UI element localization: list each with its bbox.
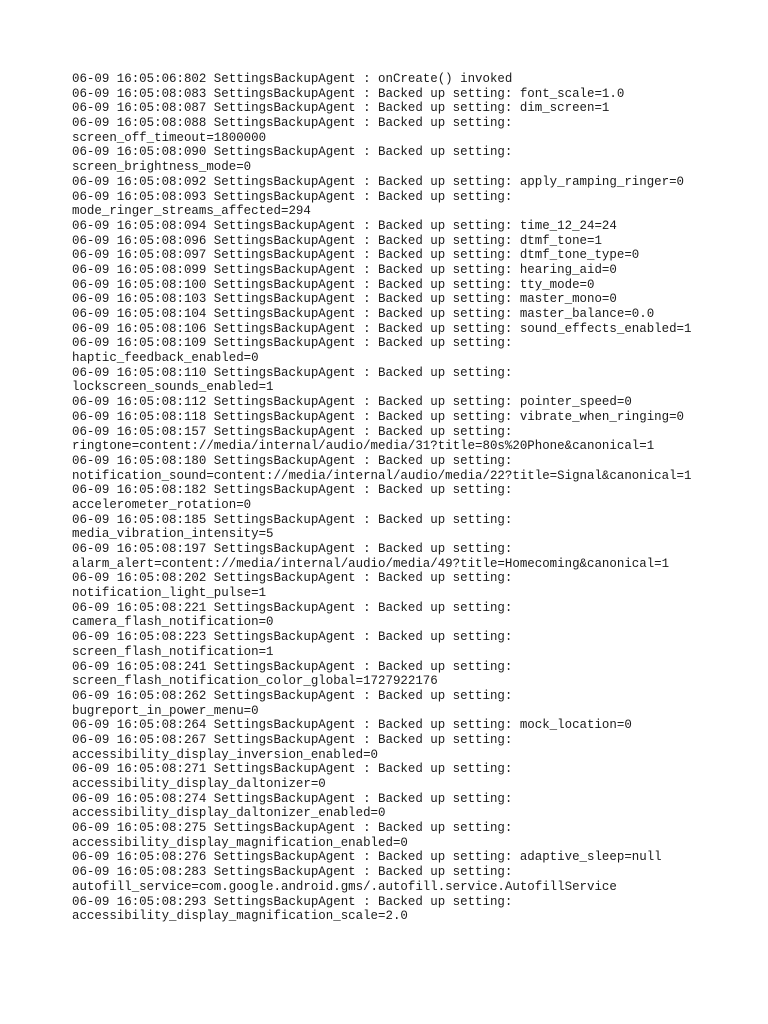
log-line: screen_off_timeout=1800000 xyxy=(72,130,267,145)
log-line: 06-09 16:05:08:267 SettingsBackupAgent : Backed up setting: xyxy=(72,732,513,747)
log-line: camera_flash_notification=0 xyxy=(72,615,274,630)
log-line: notification_light_pulse=1 xyxy=(72,586,267,601)
log-line: 06-09 16:05:08:090 SettingsBackupAgent : Backed up setting: xyxy=(72,145,513,160)
log-text-block xyxy=(72,72,762,924)
log-line: 06-09 16:05:08:088 SettingsBackupAgent : Backed up setting: xyxy=(72,116,513,131)
log-line: accessibility_display_magnification_enabled=0 xyxy=(72,835,408,850)
log-line: accelerometer_rotation=0 xyxy=(72,497,252,512)
log-line: 06-09 16:05:08:100 SettingsBackupAgent : Backed up setting: tty_mode=0 xyxy=(72,277,595,292)
log-line: 06-09 16:05:08:093 SettingsBackupAgent : Backed up setting: xyxy=(72,189,513,204)
log-line: 06-09 16:05:08:157 SettingsBackupAgent : Backed up setting: xyxy=(72,424,513,439)
log-line: 06-09 16:05:08:182 SettingsBackupAgent : Backed up setting: xyxy=(72,483,513,498)
log-line: 06-09 16:05:08:099 SettingsBackupAgent : Backed up setting: hearing_aid=0 xyxy=(72,262,617,277)
log-line: 06-09 16:05:08:180 SettingsBackupAgent : Backed up setting: xyxy=(72,453,513,468)
log-line: bugreport_in_power_menu=0 xyxy=(72,703,259,718)
log-line: notification_sound=content://media/internal/audio/media/22?title=Signal&canonical=1 xyxy=(72,468,692,483)
log-line: 06-09 16:05:08:275 SettingsBackupAgent : Backed up setting: xyxy=(72,821,513,836)
log-line: accessibility_display_inversion_enabled=0 xyxy=(72,747,379,762)
log-line: 06-09 16:05:08:118 SettingsBackupAgent : Backed up setting: vibrate_when_ringing=0 xyxy=(72,409,685,424)
log-line: screen_brightness_mode=0 xyxy=(72,160,252,175)
log-line: 06-09 16:05:08:096 SettingsBackupAgent : Backed up setting: dtmf_tone=1 xyxy=(72,233,602,248)
log-line: lockscreen_sounds_enabled=1 xyxy=(72,380,274,395)
log-line: 06-09 16:05:08:092 SettingsBackupAgent : Backed up setting: apply_ramping_ringer=0 xyxy=(72,174,685,189)
log-line: 06-09 16:05:06:802 SettingsBackupAgent : onCreate() invoked xyxy=(72,72,513,86)
log-line: 06-09 16:05:08:083 SettingsBackupAgent : Backed up setting: font_scale=1.0 xyxy=(72,86,625,101)
log-line: screen_flash_notification_color_global=1727922176 xyxy=(72,674,438,689)
log-line: 06-09 16:05:08:271 SettingsBackupAgent : Backed up setting: xyxy=(72,762,513,777)
log-line: 06-09 16:05:08:104 SettingsBackupAgent : Backed up setting: master_balance=0.0 xyxy=(72,307,655,321)
log-line: 06-09 16:05:08:110 SettingsBackupAgent : Backed up setting: xyxy=(72,365,513,380)
log-line: accessibility_display_daltonizer=0 xyxy=(72,777,326,791)
log-line: 06-09 16:05:08:109 SettingsBackupAgent : Backed up setting: xyxy=(72,336,513,351)
log-line: 06-09 16:05:08:223 SettingsBackupAgent : Backed up setting: xyxy=(72,630,513,645)
log-line: accessibility_display_magnification_scale=2.0 xyxy=(72,909,408,924)
log-line: 06-09 16:05:08:087 SettingsBackupAgent : Backed up setting: dim_screen=1 xyxy=(72,101,610,116)
log-line: 06-09 16:05:08:103 SettingsBackupAgent : Backed up setting: master_mono=0 xyxy=(72,292,617,307)
log-line: 06-09 16:05:08:262 SettingsBackupAgent : Backed up setting: xyxy=(72,688,513,703)
log-line: haptic_feedback_enabled=0 xyxy=(72,351,259,366)
log-line: 06-09 16:05:08:094 SettingsBackupAgent : Backed up setting: time_12_24=24 xyxy=(72,218,617,233)
log-line: accessibility_display_daltonizer_enabled=0 xyxy=(72,806,386,821)
log-line: 06-09 16:05:08:241 SettingsBackupAgent : Backed up setting: xyxy=(72,659,513,674)
log-line: media_vibration_intensity=5 xyxy=(72,527,274,542)
log-line: 06-09 16:05:08:106 SettingsBackupAgent : Backed up setting: sound_effects_enabled=1 xyxy=(72,321,692,336)
log-line: screen_flash_notification=1 xyxy=(72,644,274,659)
log-line: 06-09 16:05:08:293 SettingsBackupAgent : Backed up setting: xyxy=(72,894,513,909)
log-line: 06-09 16:05:08:197 SettingsBackupAgent : Backed up setting: xyxy=(72,542,513,556)
log-line: 06-09 16:05:08:185 SettingsBackupAgent : Backed up setting: xyxy=(72,512,513,527)
log-line: 06-09 16:05:08:112 SettingsBackupAgent : Backed up setting: pointer_speed=0 xyxy=(72,395,632,410)
log-line: 06-09 16:05:08:264 SettingsBackupAgent : Backed up setting: mock_location=0 xyxy=(72,718,632,733)
log-line: 06-09 16:05:08:276 SettingsBackupAgent : Backed up setting: adaptive_sleep=null xyxy=(72,850,662,865)
log-line: alarm_alert=content://media/internal/audio/media/49?title=Homecoming&canonical=1 xyxy=(72,556,670,571)
log-line: autofill_service=com.google.android.gms/.autofill.service.AutofillService xyxy=(72,879,617,894)
log-line: 06-09 16:05:08:097 SettingsBackupAgent : Backed up setting: dtmf_tone_type=0 xyxy=(72,248,640,263)
log-line: 06-09 16:05:08:221 SettingsBackupAgent : Backed up setting: xyxy=(72,600,513,615)
log-line: 06-09 16:05:08:202 SettingsBackupAgent : Backed up setting: xyxy=(72,571,513,586)
log-line: 06-09 16:05:08:283 SettingsBackupAgent : Backed up setting: xyxy=(72,865,513,880)
log-line: 06-09 16:05:08:274 SettingsBackupAgent : Backed up setting: xyxy=(72,791,513,806)
log-line: ringtone=content://media/internal/audio/media/31?title=80s%20Phone&canonical=1 xyxy=(72,439,655,454)
log-line: mode_ringer_streams_affected=294 xyxy=(72,204,311,219)
